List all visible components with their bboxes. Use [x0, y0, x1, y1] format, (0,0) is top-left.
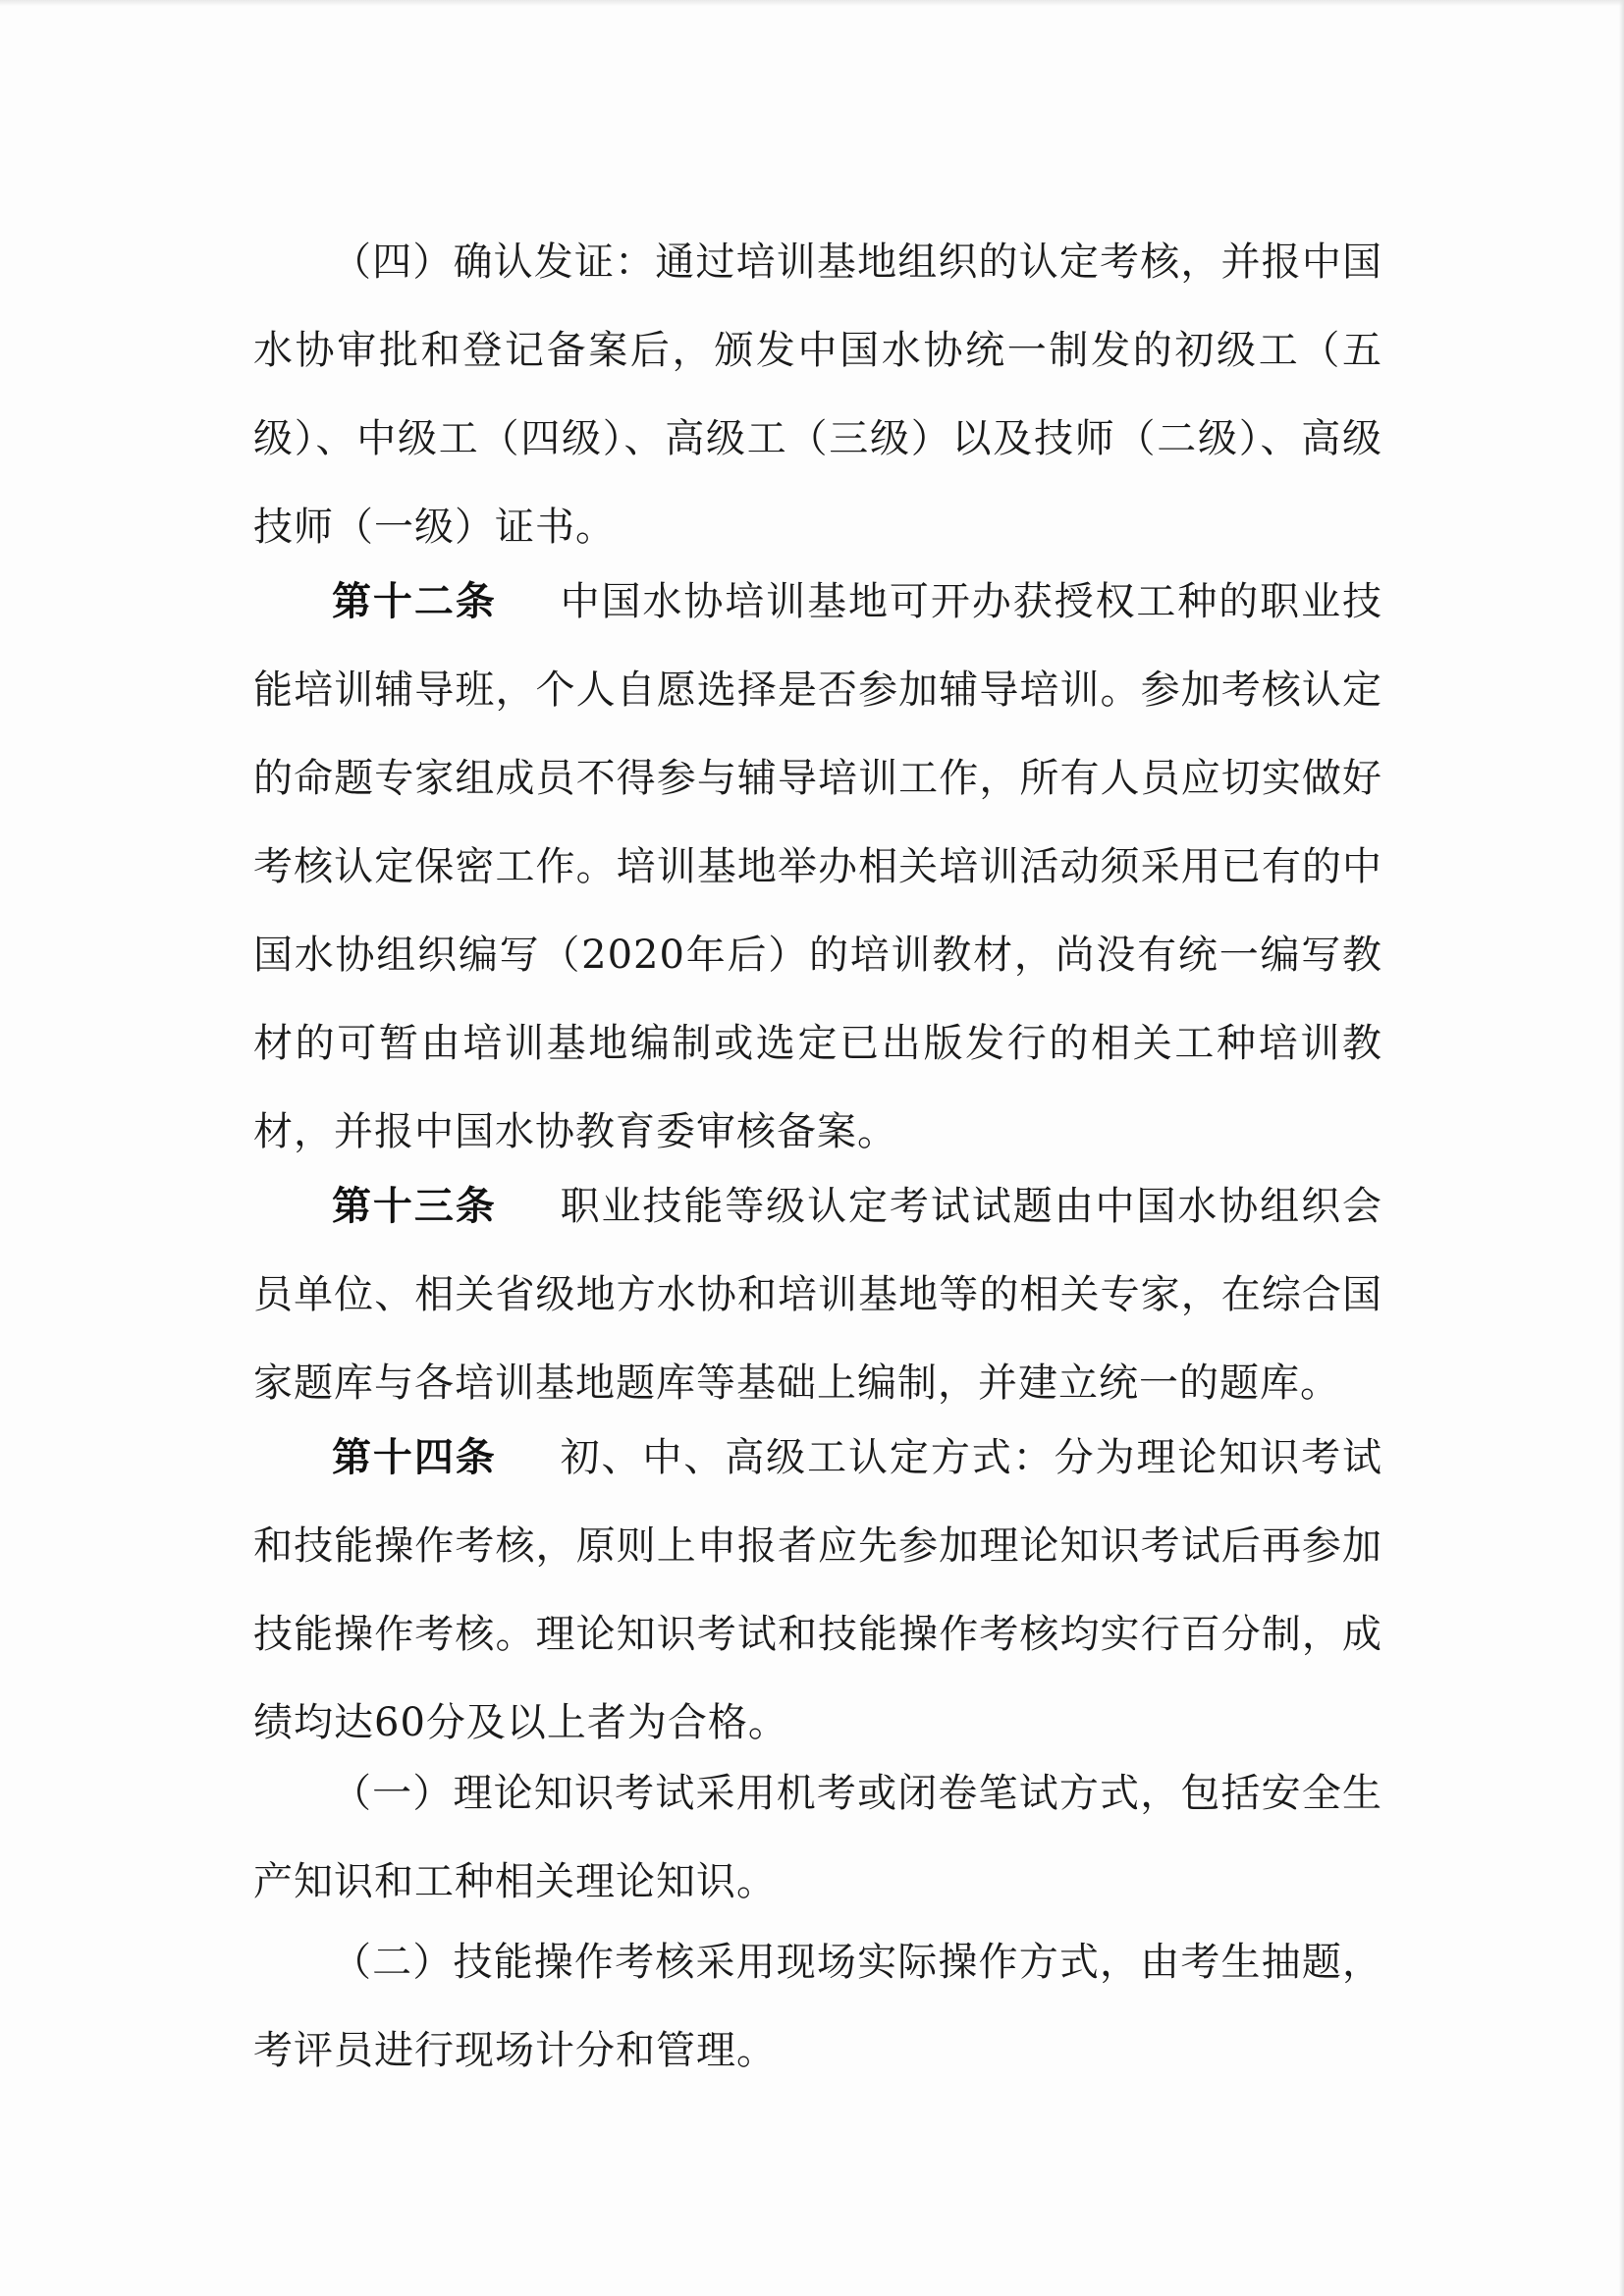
article-13-text: 职业技能等级认定考试试题由中国水协组织会员单位、相关省级地方水协和培训基地等的相关专家，在综合国家题库与各培训基地题库等基础上编制，并建立统一的题库。: [253, 1184, 1383, 1406]
article-12-heading: 第十二条: [332, 579, 497, 624]
article-14-text: 初、中、高级工认定方式：分为理论知识考试和技能操作考核，原则上申报者应先参加理论知识考试后再参加技能操作考核。理论知识考试和技能操作考核均实行百分制，成绩均达60分及以上者为合格。: [253, 1435, 1383, 1745]
article-13: [253, 1162, 1382, 1427]
scan-edge-top: [0, 0, 1624, 6]
article-12-text: 中国水协培训基地可开办获授权工种的职业技能培训辅导班，个人自愿选择是否参加辅导培训。参加考核认定的命题专家组成员不得参与辅导培训工作，所有人员应切实做好考核认定保密工作。培训基地举办相关培训活动须采用已有的中国水协组织编写（2020年后）的培训教材，尚没有统一编写教材的可暂由培训基地编制或选定已出版发行的相关工种培训教材，并报中国水协教育委审核备案。: [253, 579, 1383, 1154]
paragraph-text: （二）技能操作考核采用现场实际操作方式，由考生抽题，考评员进行现场计分和管理。: [253, 1940, 1382, 2073]
article-14-heading: 第十四条: [332, 1435, 497, 1480]
paragraph-text: （四）确认发证：通过培训基地组织的认定考核，并报中国水协审批和登记备案后，颁发中国水协统一制发的初级工（五级）、中级工（四级）、高级工（三级）以及技师（二级）、高级技师（一级）证书。: [253, 240, 1382, 550]
scan-edge-right: [1619, 0, 1624, 2296]
paragraph-skill-assessment: [253, 1918, 1382, 2095]
paragraph-text: （一）理论知识考试采用机考或闭卷笔试方式，包括安全生产知识和工种相关理论知识。: [253, 1771, 1382, 1904]
paragraph-certificate-issuance: [253, 218, 1382, 571]
paragraph-theory-exam: [253, 1749, 1382, 1926]
article-13-heading: 第十三条: [332, 1184, 497, 1229]
article-14: [253, 1414, 1382, 1767]
article-12: [253, 558, 1382, 1176]
